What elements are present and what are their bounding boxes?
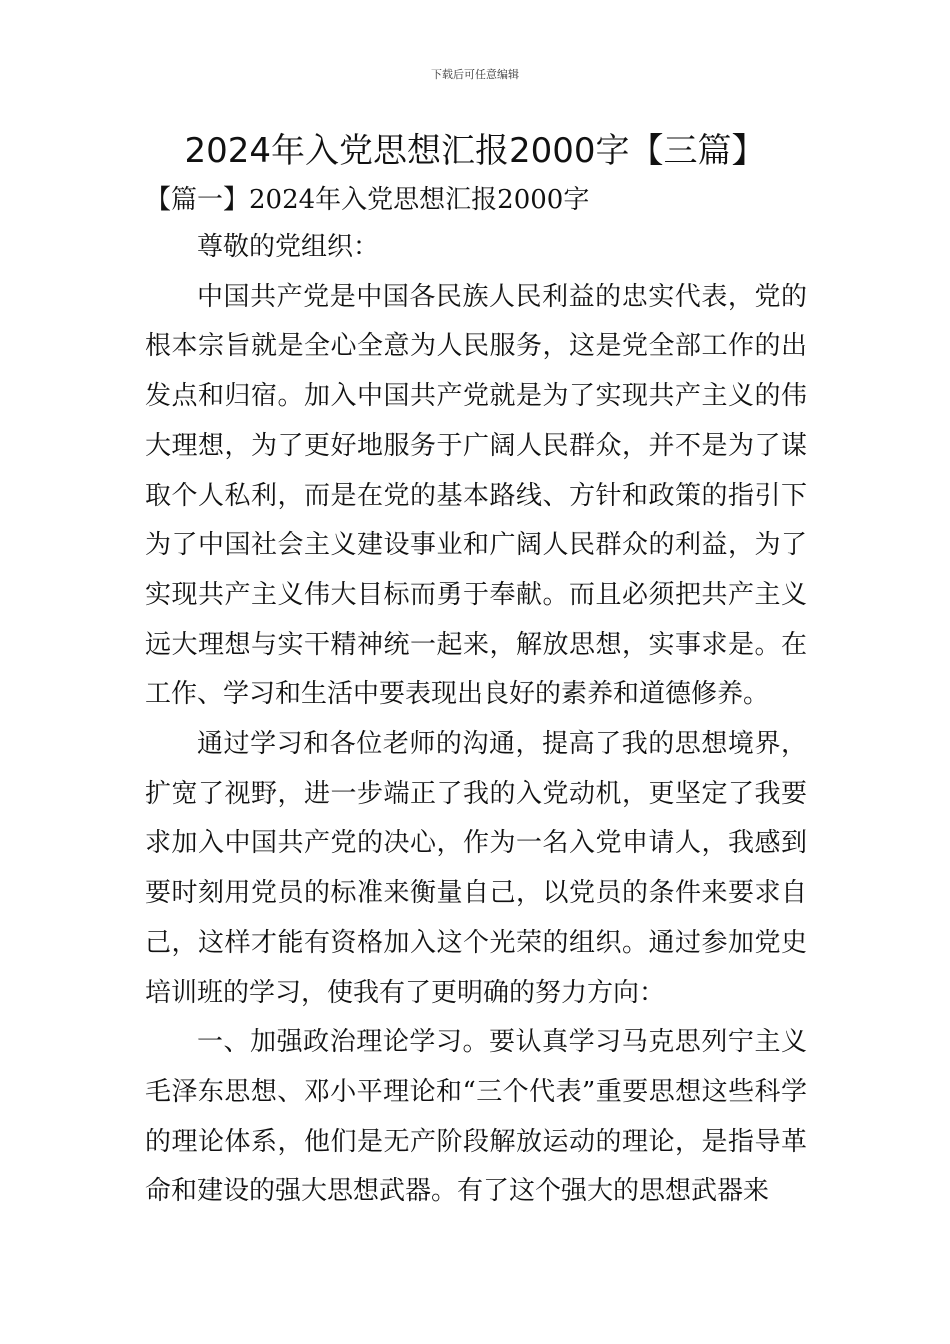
paragraph-1: 中国共产党是中国各民族人民利益的忠实代表，党的根本宗旨就是全心全意为人民服务，这是党全部工作的出发点和归宿。加入中国共产党就是为了实现共产主义的伟大理想，为了更好地服务于广阔人民群众，并不是为了谋取个人私利，而是在党的基本路线、方针和政策的指引下为了中国社会主义建设事业和广阔人民群众的利益，为了实现共产主义伟大目标而勇于奉献。而且必须把共产主义远大理想与实干精神统一起来，解放思想，实事求是。在工作、学习和生活中要表现出良好的素养和道德修养。 [145,281,807,710]
paragraph-3: 一、加强政治理论学习。要认真学习马克思列宁主义毛泽东思想、邓小平理论和“三个代表”重要思想这些科学的理论体系，他们是无产阶段解放运动的理论，是指导革命和建设的强大思想武器。有了这个强大的思想武器来 [145,1027,807,1207]
header-note: 下载后可任意编辑 [431,68,519,81]
document-title: 2024年入党思想汇报2000字【三篇】 [184,131,766,171]
section-heading: 【篇一】2024年入党思想汇报2000字 [145,185,590,215]
document-body [145,178,807,1217]
salutation: 尊敬的党组织： [197,232,380,262]
paragraph-2: 通过学习和各位老师的沟通，提高了我的思想境界，扩宽了视野，进一步端正了我的入党动机，更坚定了我要求加入中国共产党的决心，作为一名入党申请人，我感到要时刻用党员的标准来衡量自己，以党员的条件来要求自己，这样才能有资格加入这个光荣的组织。通过参加党史培训班的学习，使我有了更明确的努力方向： [145,729,807,1008]
